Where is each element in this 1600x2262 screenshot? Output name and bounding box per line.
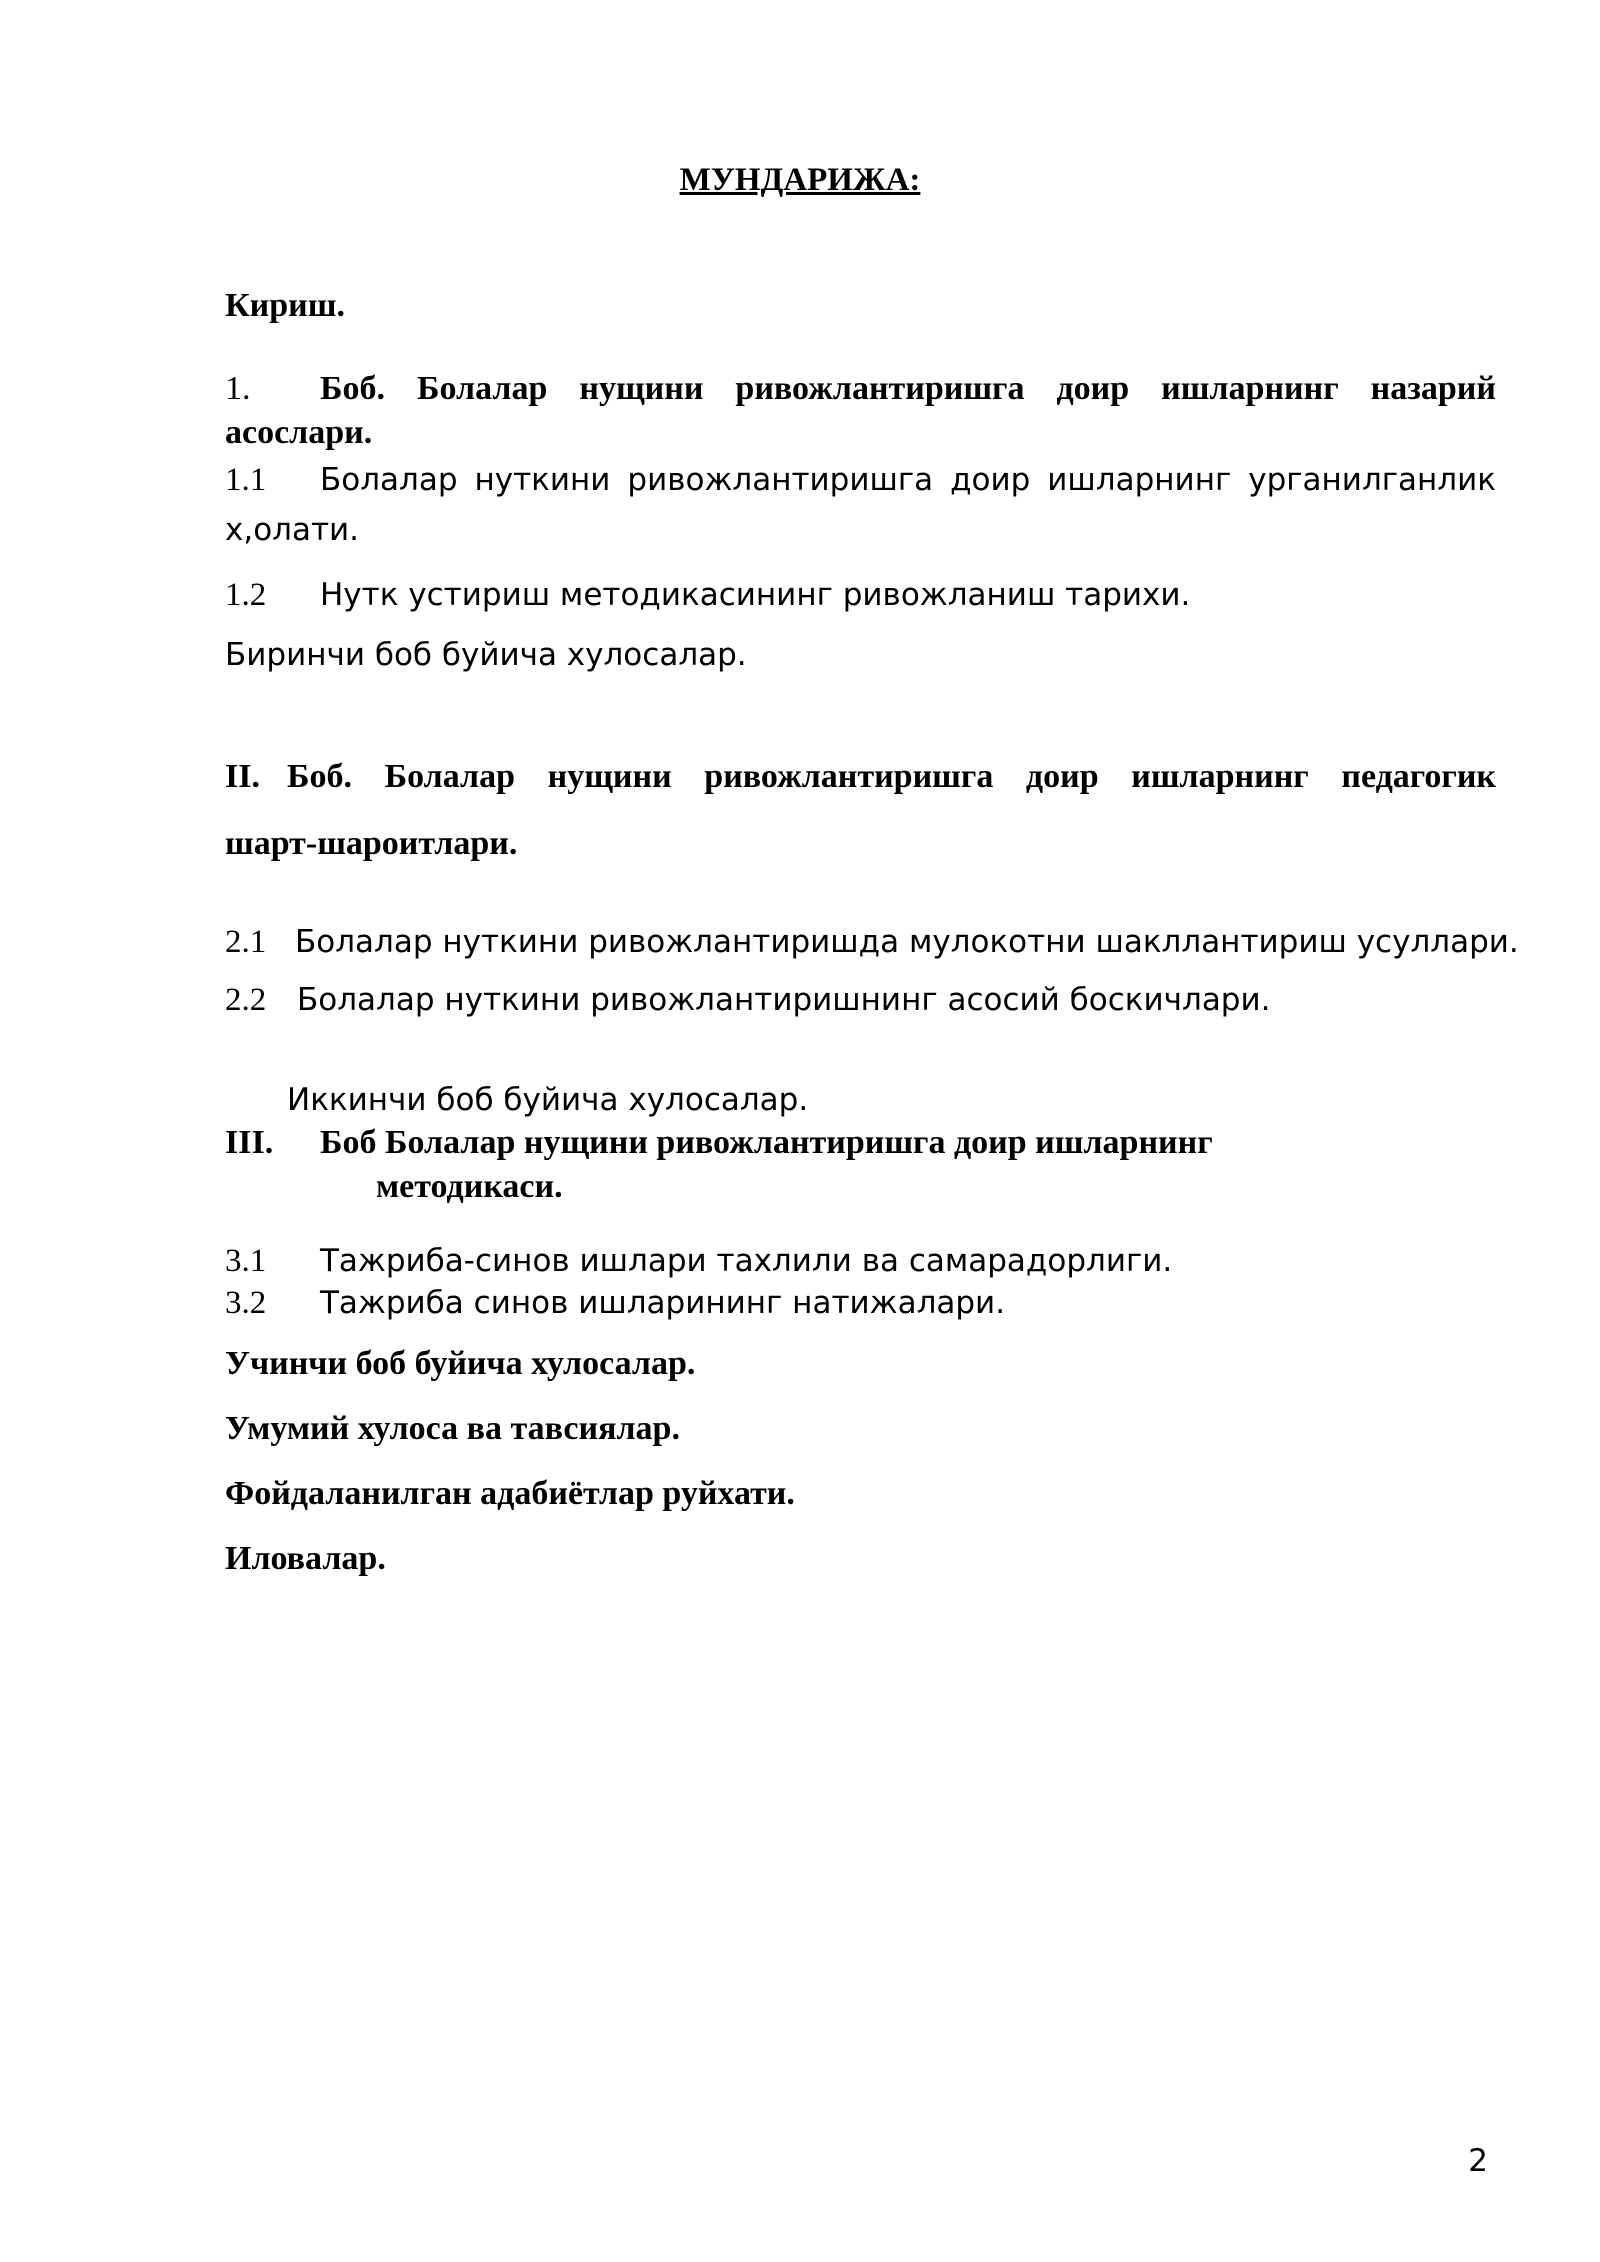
section-3-2-text: Тажриба синов ишларининг натижалари. (320, 1285, 1006, 1321)
section-2-2-text: Болалар нуткини ривожлантиришнинг асосий боскичлари. (297, 982, 1271, 1018)
toc-chapter-3-conclusion: Учинчи боб буйича хулосалар. (225, 1345, 696, 1382)
section-3-2-number: 3.2 (225, 1285, 267, 1321)
toc-section-1-1 (225, 455, 1496, 555)
section-2-2-number: 2.2 (225, 982, 267, 1018)
page-number: 2 (1468, 2143, 1488, 2179)
toc-section-3-1 (225, 1240, 1496, 1282)
toc-chapter-3-heading-line1 (225, 1121, 1496, 1165)
section-2-1-text: Болалар нуткини ривожлантиришда мулокотни шакллантириш усуллари. (295, 924, 1519, 960)
toc-appendices: Иловалар. (225, 1540, 386, 1577)
section-1-1-number: 1.1 (225, 462, 267, 498)
page-title: МУНДАРИЖА: (679, 162, 921, 198)
chapter-2-number: II. (225, 758, 260, 795)
section-1-2-text: Нутк устириш методикасининг ривожланиш тарихи. (320, 577, 1191, 613)
chapter-3-number: III. (225, 1124, 274, 1161)
chapter-3-title-line1: Боб Болалар нущини ривожлантиришга доир ишларнинг (320, 1124, 1213, 1161)
toc-general-conclusion: Умумий хулоса ва тавсиялар. (225, 1410, 680, 1447)
toc-chapter-1-conclusion: Биринчи боб буйича хулосалар. (225, 637, 747, 673)
toc-section-3-2 (225, 1282, 1496, 1324)
toc-chapter-2-conclusion: Иккинчи боб буйича хулосалар. (287, 1082, 809, 1118)
section-1-2-number: 1.2 (225, 577, 267, 613)
toc-chapter-2-heading-line1 (225, 755, 1496, 799)
section-1-1-text: Болалар нуткини ривожлантиришга доир ишларнинг урганилганлик х,олати. (225, 462, 1496, 548)
chapter-3-title-line2: методикаси. (376, 1168, 563, 1205)
section-2-1-number: 2.1 (225, 924, 267, 960)
section-3-1-text: Тажриба-синов ишлари тахлили ва самарадорлиги. (320, 1243, 1173, 1279)
toc-chapter-1-heading (225, 367, 1496, 455)
toc-intro: Кириш. (225, 287, 345, 324)
toc-section-2-1 (225, 917, 1519, 967)
chapter-2-title-line2: шарт-шароитлари. (225, 825, 518, 862)
toc-references: Фойдаланилган адабиётлар руйхати. (225, 1475, 795, 1512)
chapter-1-title: Боб. Болалар нущини ривожлантиришга доир ишларнинг назарий асослари. (225, 370, 1496, 451)
toc-section-2-2 (225, 975, 1496, 1025)
section-3-1-number: 3.1 (225, 1243, 267, 1279)
chapter-1-number: 1. (225, 370, 251, 407)
chapter-2-title-line1: Боб. Болалар нущини ривожлантиришга доир ишларнинг педагогик (287, 758, 1496, 795)
toc-section-1-2 (225, 570, 1496, 620)
